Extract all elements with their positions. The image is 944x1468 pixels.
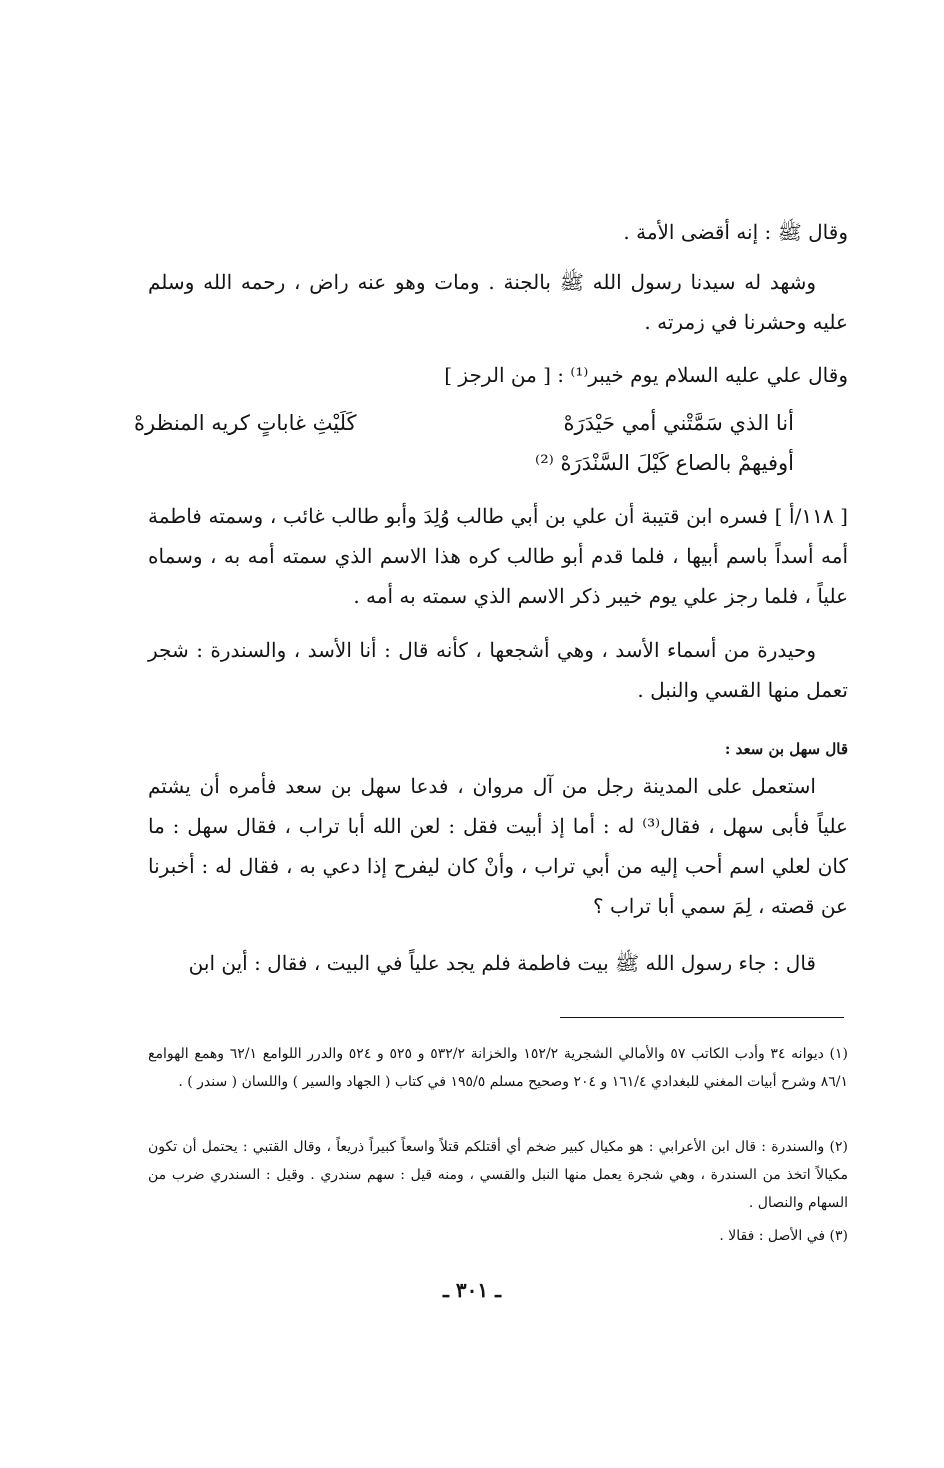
verse-line-2: أوفيهمْ بالصاع كَيْلَ السَّنْدَرَهْ ⁽²⁾	[535, 451, 794, 475]
paragraph-6: استعمل على المدينة رجل من آل مروان ، فدعا سهل بن سعد فأمره أن يشتم علياً فأبى سهل ، فقال⁽³⁾ له : أما إذ أبيت فقل : لعن الله أبا تراب ، فقال سهل : ما كان لعلي اسم أحب إليه من أبي تراب ، وأنْ كان ليفرح إذا دعي به ، فقال له : أخبرنا عن قصته ، لِمَ سمي أبا تراب ؟	[148, 774, 848, 918]
paragraph-7: قال : جاء رسول الله ﷺ بيت فاطمة فلم يجد علياً في البيت ، فقال : أين ابن	[188, 951, 816, 975]
paragraph-3: وقال علي عليه السلام يوم خيبر⁽¹⁾ : [ من الرجز ]	[444, 363, 848, 387]
paragraph-5: وحيدرة من أسماء الأسد ، وهي أشجعها ، كأنه قال : أنا الأسد ، والسندرة : شجر تعمل منها القسي والنبل .	[148, 638, 848, 702]
page-number: ـ ٣٠١ ـ	[443, 1278, 501, 1302]
verse-hemistich-left: كَلَيْثِ غاباتٍ كريه المنظرهْ	[134, 411, 357, 435]
footnote-2: (٢) والسندرة : قال ابن الأعرابي : هو مكيال كبير ضخم أي أقتلكم قتلاً واسعاً كبيراً ذريعاً ، وقال القتبي : يحتمل أن تكون مكيالاً اتخذ من السندرة ، وهي شجرة يعمل منها النبل والقسي ، ومنه قيل : سهم سندري . وقيل : السندري ضرب من السهام والنصال .	[148, 1139, 848, 1211]
paragraph-2: وشهد له سيدنا رسول الله ﷺ بالجنة . ومات وهو عنه راض ، رحمه الله وسلم عليه وحشرنا في زمرته .	[148, 270, 848, 334]
verse-hemistich-right: أنا الذي سَمَّتْني أمي حَيْدَرَهْ	[563, 411, 794, 435]
footnote-3: (٣) في الأصل : فقالا .	[719, 1228, 848, 1244]
paragraph-4: [ ١١٨/أ ] فسره ابن قتيبة أن علي بن أبي طالب وُلِدَ وأبو طالب غائب ، وسمته فاطمة أمه أسداً باسم أبيها ، فلما قدم أبو طالب كره هذا الاسم الذي سمته أمه به ، وسماه علياً ، فلما رجز علي يوم خيبر ذكر الاسم الذي سمته به أمه .	[148, 504, 848, 608]
paragraph-1: وقال ﷺ : إنه أقضى الأمة .	[623, 220, 848, 244]
footnote-separator	[560, 1017, 844, 1018]
verse-line-1	[134, 403, 794, 443]
section-heading: قال سهل بن سعد :	[724, 740, 848, 758]
footnote-1: (١) ديوانه ٣٤ وأدب الكاتب ٥٧ والأمالي الشجرية ١٥٢/٢ والخزانة ٥٣٢/٢ و ٥٢٥ و ٥٢٤ والدرر اللوامع ٦٢/١ وهمع الهوامع ٨٦/١ وشرح أبيات المغني للبغدادي ١٦١/٤ و ٢٠٤ وصحيح مسلم ١٩٥/٥ في كتاب ( الجهاد والسير ) واللسان ( سندر ) .	[148, 1046, 848, 1090]
verse-block	[134, 403, 794, 483]
